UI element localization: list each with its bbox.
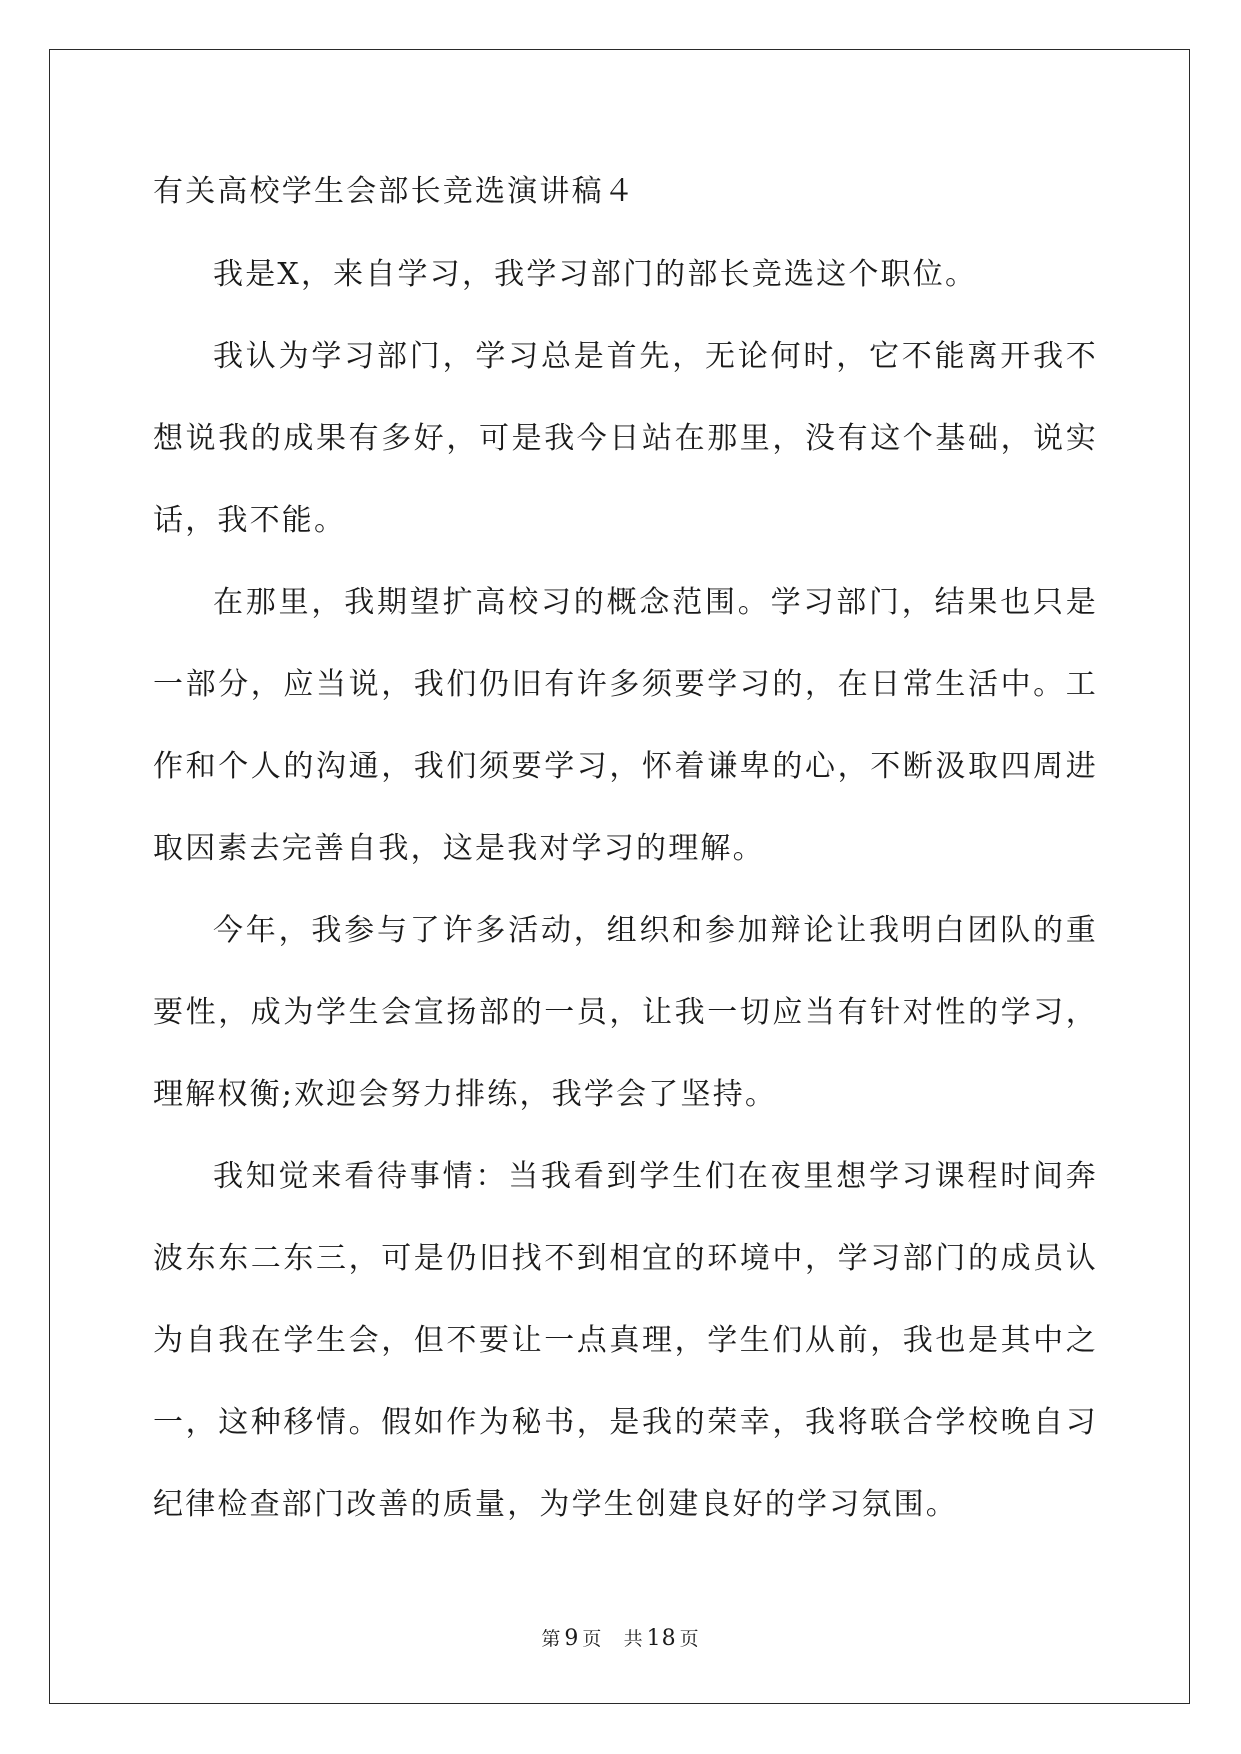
paragraph-4: 今年，我参与了许多活动，组织和参加辩论让我明白团队的重要性，成为学生会宣扬部的一员，让我一切应当有针对性的学习，理解权衡;欢迎会努力排练，我学会了坚持。 xyxy=(153,913,1098,1112)
paragraph-1: 我是X，来自学习，我学习部门的部长竞选这个职位。 xyxy=(213,257,978,292)
total-pages-number: 18 xyxy=(646,1626,677,1651)
document-body xyxy=(153,164,1098,1546)
total-prefix: 共 xyxy=(623,1628,644,1650)
current-page-number: 9 xyxy=(564,1626,580,1651)
page-prefix: 第 xyxy=(541,1628,562,1650)
page-footer xyxy=(0,1624,1241,1651)
paragraph-2: 我认为学习部门，学习总是首先，无论何时，它不能离开我不想说我的成果有多好，可是我今日站在那里，没有这个基础，说实话，我不能。 xyxy=(153,339,1098,538)
document-title: 有关高校学生会部长竞选演讲稿４ xyxy=(153,174,636,209)
paragraph-5: 我知觉来看待事情：当我看到学生们在夜里想学习课程时间奔波东东二东三，可是仍旧找不到相宜的环境中，学习部门的成员认为自我在学生会，但不要让一点真理，学生们从前，我也是其中之一，这种移情。假如作为秘书，是我的荣幸，我将联合学校晚自习纪律检查部门改善的质量，为学生创建良好的学习氛围。 xyxy=(153,1159,1098,1522)
total-suffix: 页 xyxy=(679,1628,700,1650)
paragraph-3: 在那里，我期望扩高校习的概念范围。学习部门，结果也只是一部分，应当说，我们仍旧有许多须要学习的，在日常生活中。工作和个人的沟通，我们须要学习，怀着谦卑的心，不断汲取四周进取因素去完善自我，这是我对学习的理解。 xyxy=(153,585,1098,866)
page-suffix: 页 xyxy=(582,1628,603,1650)
